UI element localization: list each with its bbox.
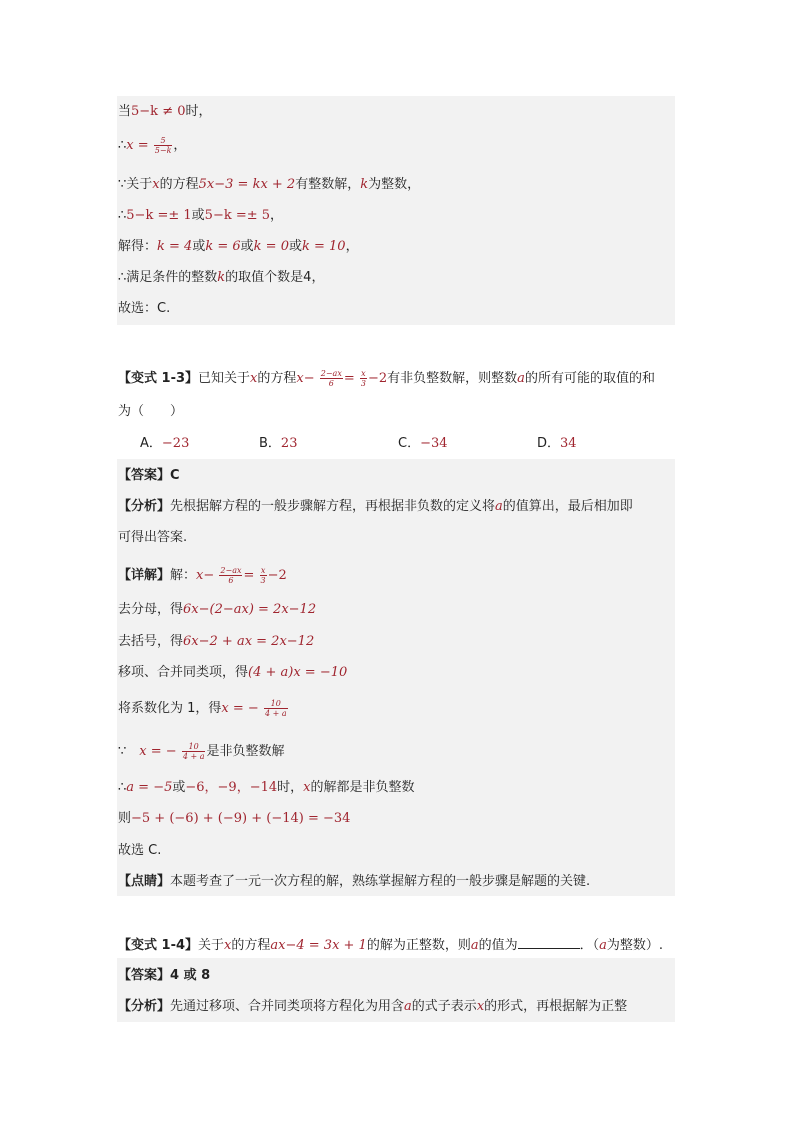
step-line: 则−5 + (−6) + (−9) + (−14) = −34 — [118, 811, 351, 826]
fraction: $\frac{10}{4 + a}$ — [182, 742, 205, 761]
option-a[interactable]: A．−23 — [140, 436, 190, 451]
analysis-line: 【分析】先通过移项、合并同类项将方程化为用含a的式子表示x的形式，再根据解为正整 — [118, 999, 628, 1014]
fraction: $\frac{10}{4 + a}$ — [264, 699, 287, 718]
step-line: ∵ x = − $\frac{10}{4 + a}$ 是非负整数解 — [118, 742, 285, 761]
fraction: $\frac{5}{5-k}$ — [154, 136, 172, 155]
option-b[interactable]: B．23 — [259, 436, 298, 451]
question-1-3: 【变式 1-3】已知关于x的方程x− $\frac{2-ax}{6}$ = $\frac{x}{3}$ −2有非负整数解，则整数a的所有可能的取值的和 — [118, 369, 655, 388]
text-line: ∴x = $\frac{5}{5-k}$ ， — [118, 136, 187, 155]
step-line: 移项、合并同类项，得(4 + a)x = −10 — [118, 665, 348, 680]
text-line: 故选：C. — [118, 301, 171, 316]
answer-blank[interactable] — [518, 936, 580, 949]
fraction: $\frac{x}{3}$ — [260, 566, 266, 585]
question-1-3-cont: 为（ ） — [118, 404, 184, 419]
option-c[interactable]: C．−34 — [398, 436, 448, 451]
fraction: $\frac{2-ax}{6}$ — [220, 566, 242, 585]
detail-line: 【详解】解：x− $\frac{2-ax}{6}$ = $\frac{x}{3}$ −2 — [118, 566, 287, 585]
step-line: 去分母，得6x−(2−ax) = 2x−12 — [118, 602, 317, 617]
analysis-line: 【分析】先根据解方程的一般步骤解方程，再根据非负数的定义将a的值算出，最后相加即 — [118, 499, 633, 514]
text-line: ∴满足条件的整数k的取值个数是4， — [118, 270, 325, 285]
text-line: ∴5−k =± 1或5−k =± 5， — [118, 208, 284, 223]
text-line: 当5−k ≠ 0时， — [118, 104, 212, 119]
text-line: 解得：k = 4或k = 6或k = 0或k = 10， — [118, 239, 359, 254]
step-line: 去括号，得6x−2 + ax = 2x−12 — [118, 634, 315, 649]
fraction: $\frac{2-ax}{6}$ — [320, 369, 342, 388]
option-d[interactable]: D．34 — [537, 436, 577, 451]
fraction: $\frac{x}{3}$ — [360, 369, 366, 388]
step-line: ∴a = −5或−6，−9，−14时，x的解都是非负整数 — [118, 780, 415, 795]
point-line: 【点睛】本题考查了一元一次方程的解，熟练掌握解方程的一般步骤是解题的关键. — [118, 874, 591, 889]
step-line: 故选 C. — [118, 843, 162, 858]
analysis-line-cont: 可得出答案. — [118, 530, 188, 545]
text-line: ∵关于x的方程5x−3 = kx + 2有整数解，k为整数， — [118, 177, 421, 192]
answer-line: 【答案】C — [118, 468, 180, 483]
step-line: 将系数化为 1，得x = − $\frac{10}{4 + a}$ — [118, 699, 287, 718]
answer-line: 【答案】4 或 8 — [118, 968, 211, 983]
question-1-4: 【变式 1-4】关于x的方程ax−4 = 3x + 1的解为正整数，则a的值为 ．（a为整数）. — [118, 938, 664, 953]
